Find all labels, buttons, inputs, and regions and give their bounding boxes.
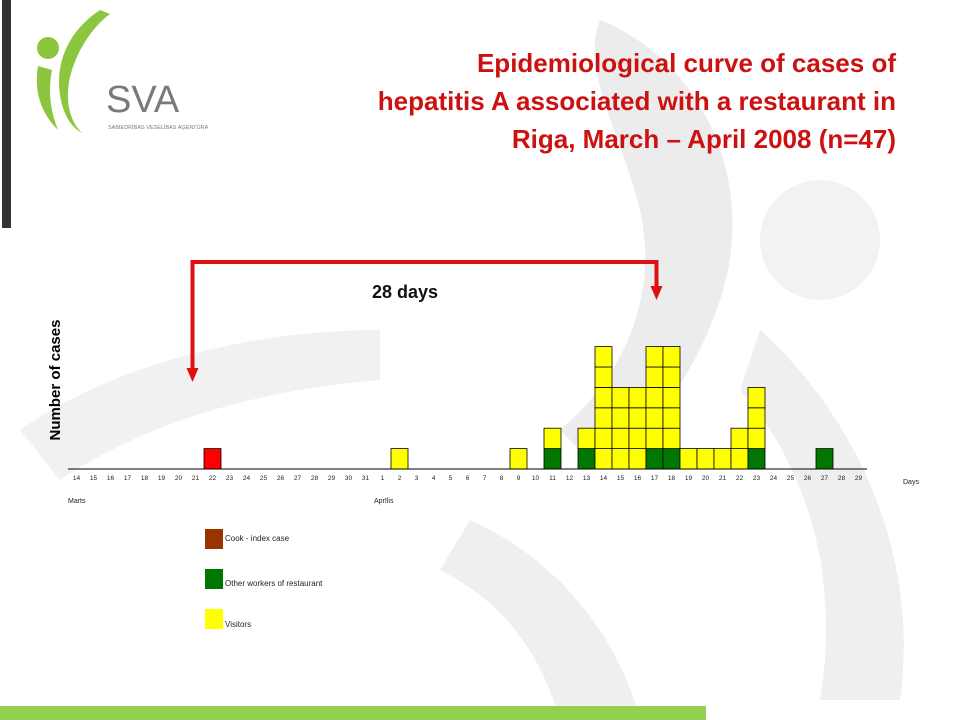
x-tick-label: 3 [414, 475, 419, 482]
case-box [646, 347, 663, 367]
case-box [748, 387, 765, 407]
x-tick-label: 13 [582, 475, 591, 482]
x-tick-label: 26 [803, 475, 812, 482]
x-tick-label: 20 [701, 475, 710, 482]
x-tick-label: 28 [310, 475, 319, 482]
case-box [748, 449, 765, 469]
case-box [816, 449, 833, 469]
legend-label-cook: Cook - index case [225, 534, 290, 543]
legend-swatch-cook [205, 529, 223, 549]
case-box [731, 428, 748, 448]
x-tick-label: 24 [769, 475, 778, 482]
case-box [612, 387, 629, 407]
x-tick-label: 12 [565, 475, 574, 482]
month-label: Aprīlis [374, 498, 394, 505]
case-box [748, 408, 765, 428]
case-box [714, 449, 731, 469]
case-box [663, 408, 680, 428]
x-tick-label: 14 [599, 475, 608, 482]
case-box [663, 347, 680, 367]
case-box [748, 428, 765, 448]
legend-label-visitors: Visitors [225, 620, 252, 629]
x-tick-label: 4 [431, 475, 436, 482]
title-line-2: hepatitis A associated with a restaurant in [377, 86, 896, 116]
x-tick-label: 27 [293, 475, 302, 482]
x-tick-label: 10 [531, 475, 540, 482]
case-box [595, 428, 612, 448]
case-box [629, 387, 646, 407]
x-tick-label: 29 [327, 475, 336, 482]
title-line-1: Epidemiological curve of cases of [476, 48, 896, 78]
legend-swatch-workers [205, 569, 223, 589]
case-box [612, 428, 629, 448]
case-box [204, 449, 221, 469]
x-tick-label: 17 [650, 475, 659, 482]
case-box [612, 449, 629, 469]
x-tick-label: 15 [616, 475, 625, 482]
case-box [646, 449, 663, 469]
legend-label-workers: Other workers of restaurant [225, 579, 323, 588]
case-box [595, 408, 612, 428]
case-box [510, 449, 527, 469]
x-tick-label: 27 [820, 475, 829, 482]
x-tick-label: 15 [89, 475, 98, 482]
x-tick-label: 7 [482, 475, 487, 482]
case-box [578, 428, 595, 448]
x-tick-label: 8 [499, 475, 504, 482]
x-tick-label: 25 [259, 475, 268, 482]
case-box [731, 449, 748, 469]
x-tick-label: 30 [344, 475, 353, 482]
x-tick-label: 16 [106, 475, 115, 482]
y-axis-label: Number of cases [47, 319, 64, 441]
x-tick-label: 11 [549, 475, 556, 482]
x-tick-label: 14 [72, 475, 81, 482]
x-tick-label: 26 [276, 475, 285, 482]
case-box [646, 387, 663, 407]
case-box [629, 408, 646, 428]
case-box [595, 387, 612, 407]
x-tick-label: 25 [786, 475, 795, 482]
x-tick-label: 2 [397, 475, 402, 482]
case-box [629, 449, 646, 469]
x-tick-label: 28 [837, 475, 846, 482]
x-tick-label: 5 [448, 475, 453, 482]
x-tick-label: 22 [735, 475, 744, 482]
case-box [629, 428, 646, 448]
case-box [663, 449, 680, 469]
annotation-arrowhead-right [651, 286, 663, 300]
logo-subtext: SABIEDRĪBAS VESELĪBAS AĢENTŪRA [108, 125, 209, 131]
case-box [663, 387, 680, 407]
case-box [612, 408, 629, 428]
case-box [391, 449, 408, 469]
case-box [544, 449, 561, 469]
x-tick-label: 21 [718, 475, 727, 482]
x-tick-label: 23 [225, 475, 234, 482]
case-box [646, 428, 663, 448]
case-box [663, 367, 680, 387]
annotation-arrowhead-left [187, 368, 199, 382]
x-tick-label: 29 [854, 475, 863, 482]
x-tick-label: 21 [191, 475, 200, 482]
case-box [544, 428, 561, 448]
case-box [595, 367, 612, 387]
x-tick-label: 23 [752, 475, 761, 482]
x-tick-label: 20 [174, 475, 183, 482]
x-tick-label: 18 [140, 475, 149, 482]
case-box [646, 408, 663, 428]
case-box [663, 428, 680, 448]
x-tick-label: 19 [684, 475, 693, 482]
footer-accent-bar [0, 706, 706, 720]
month-label: Marts [68, 498, 86, 505]
x-tick-label: 1 [380, 475, 385, 482]
case-box [697, 449, 714, 469]
case-box [595, 449, 612, 469]
x-tick-label: 18 [667, 475, 676, 482]
x-tick-label: 9 [516, 475, 521, 482]
x-axis-label: Days [903, 479, 919, 486]
annotation-bracket [193, 262, 657, 370]
case-box [680, 449, 697, 469]
legend-swatch-visitors [205, 609, 223, 629]
annotation-label: 28 days [371, 282, 439, 302]
case-box [595, 347, 612, 367]
case-box [646, 367, 663, 387]
case-box [578, 449, 595, 469]
x-tick-label: 22 [208, 475, 217, 482]
x-tick-label: 17 [123, 475, 132, 482]
x-tick-label: 16 [633, 475, 642, 482]
x-tick-label: 6 [465, 475, 470, 482]
logo-text: SVA [106, 79, 180, 121]
x-tick-label: 19 [157, 475, 166, 482]
x-tick-label: 24 [242, 475, 251, 482]
x-tick-label: 31 [361, 475, 370, 482]
title-line-3: Riga, March – April 2008 (n=47) [511, 124, 896, 154]
